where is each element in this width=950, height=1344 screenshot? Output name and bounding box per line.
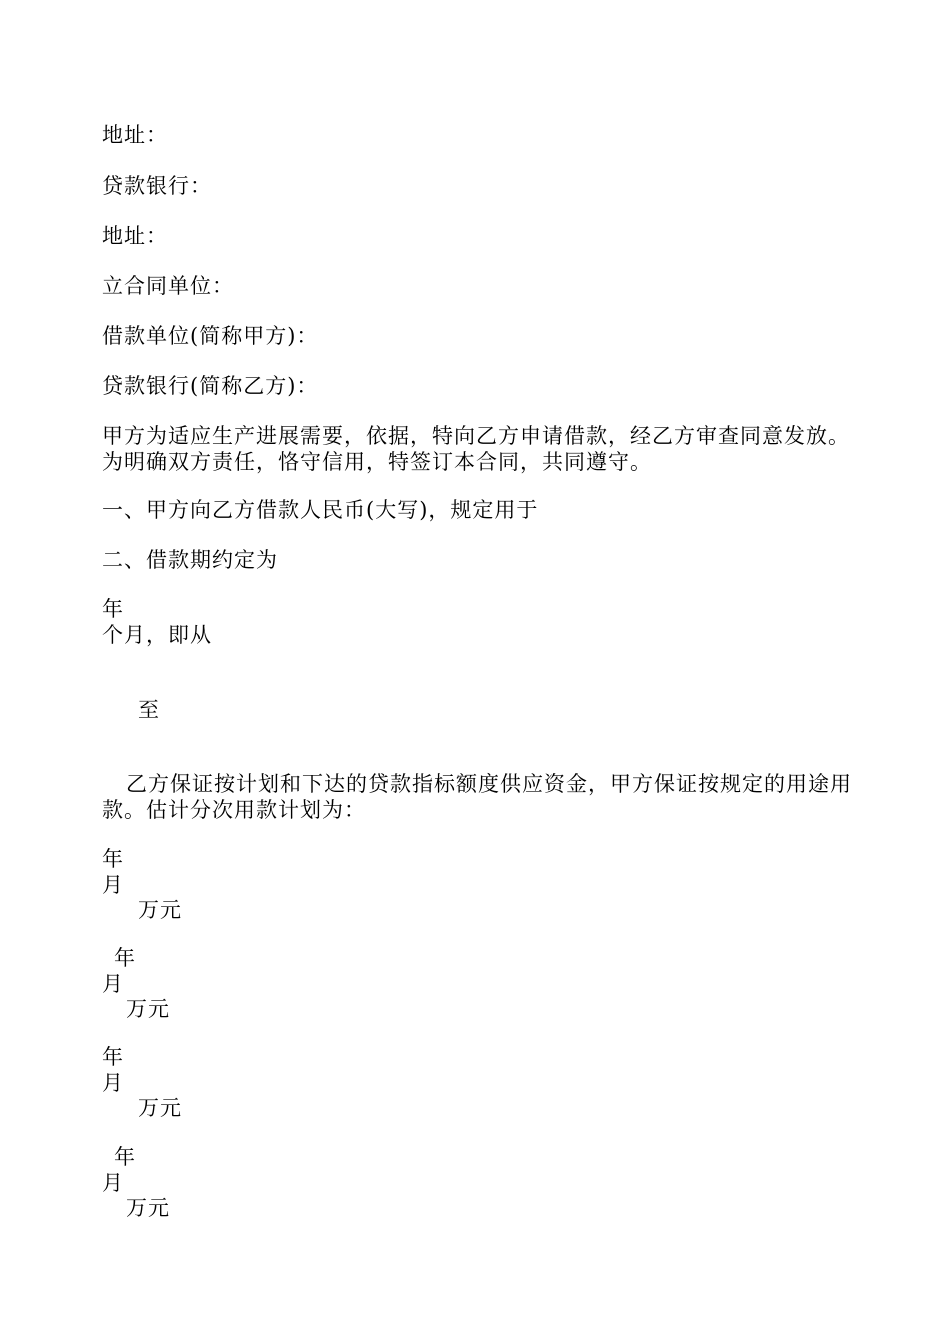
address-label: 地址： (102, 123, 168, 147)
plan-month: 月 (102, 873, 124, 897)
borrower-label: 借款单位(简称甲方)： (102, 324, 319, 348)
lending-bank-label: 贷款银行： (102, 174, 212, 198)
plan-month: 月 (102, 1171, 124, 1195)
term-year: 年 (102, 597, 124, 621)
plan-amount: 万元 (126, 1196, 170, 1220)
plan-year: 年 (102, 847, 124, 871)
plan-amount: 万元 (138, 1096, 182, 1120)
contracting-parties-label: 立合同单位： (102, 274, 234, 298)
supply-paragraph: 乙方保证按计划和下达的贷款指标额度供应资金，甲方保证按规定的用途用款。估计分次用款计划为： (102, 772, 852, 822)
preamble-paragraph: 甲方为适应生产进展需要，依据，特向乙方申请借款，经乙方审查同意发放。为明确双方责任，恪守信用，特签订本合同，共同遵守。 (102, 424, 850, 474)
plan-month: 月 (102, 1071, 124, 1095)
plan-amount: 万元 (126, 997, 170, 1021)
plan-year: 年 (114, 946, 136, 970)
lender-label: 贷款银行(简称乙方)： (102, 374, 319, 398)
plan-amount: 万元 (138, 898, 182, 922)
plan-year: 年 (114, 1145, 136, 1169)
plan-year: 年 (102, 1045, 124, 1069)
address-label-2: 地址： (102, 224, 168, 248)
term-to: 至 (138, 698, 160, 722)
plan-month: 月 (102, 972, 124, 996)
clause-1: 一、甲方向乙方借款人民币(大写)，规定用于 (102, 498, 539, 522)
term-months-from: 个月，即从 (102, 623, 212, 647)
clause-2: 二、借款期约定为 (102, 548, 278, 572)
